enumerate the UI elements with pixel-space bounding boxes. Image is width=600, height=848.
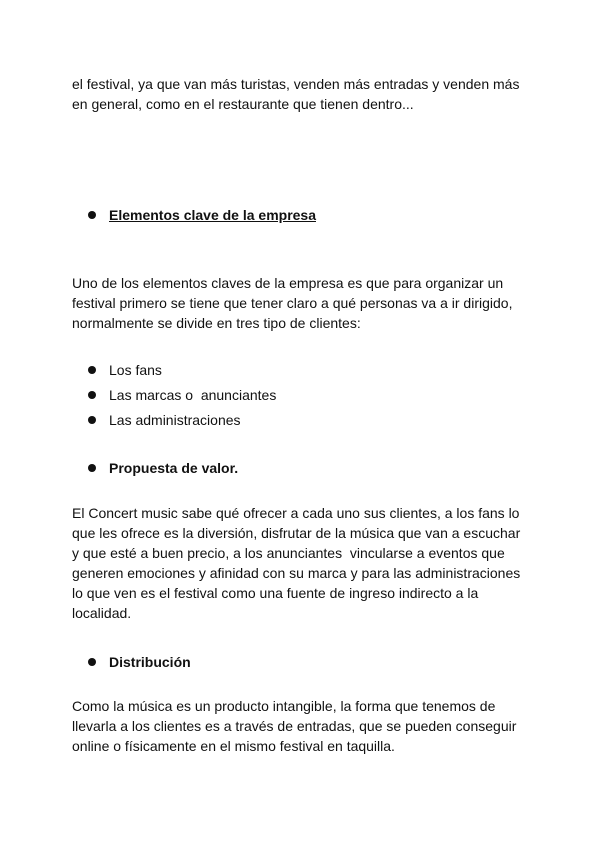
text-line: en general, como en el restaurante que tienen dentro...: [72, 96, 414, 112]
bullet-icon: [88, 211, 96, 219]
bullet-icon: [88, 464, 96, 472]
value-proposition-paragraph: [72, 503, 542, 623]
text-line: lo que ven es el festival como una fuente de ingreso indirecto a la: [72, 585, 479, 601]
bullet-icon: [88, 416, 96, 424]
text-line: el festival, ya que van más turistas, venden más entradas y venden más: [72, 76, 520, 92]
text-line: festival primero se tiene que tener claro a qué personas va a ir dirigido,: [72, 295, 513, 311]
text-line: El Concert music sabe qué ofrecer a cada uno sus clientes, a los fans lo: [72, 505, 520, 521]
text-line: Uno de los elementos claves de la empresa es que para organizar un: [72, 275, 504, 291]
text-line: que les ofrece es la diversión, disfrutar de la música que van a escuchar: [72, 525, 521, 541]
intro-paragraph: [72, 74, 542, 114]
text-line: online o físicamente en el mismo festival en taquilla.: [72, 738, 395, 754]
text-line: llevarla a los clientes es a través de entradas, que se pueden conseguir: [72, 718, 517, 734]
distribution-paragraph: [72, 696, 542, 756]
text-line: generen emociones y afinidad con su marca y para las administraciones: [72, 565, 521, 581]
bullet-icon: [88, 366, 96, 374]
bullet-icon: [88, 391, 96, 399]
text-line: y que esté a buen precio, a los anunciantes vincularse a eventos que: [72, 545, 505, 561]
text-line: Como la música es un producto intangible, la forma que tenemos de: [72, 698, 496, 714]
key-elements-paragraph: [72, 273, 542, 333]
list-item-text: Los fans: [109, 362, 162, 378]
list-item-text: Las marcas o anunciantes: [109, 387, 277, 403]
list-item-text: Las administraciones: [109, 412, 241, 428]
bullet-icon: [88, 658, 96, 666]
text-line: localidad.: [72, 605, 132, 621]
heading-text: Elementos clave de la empresa: [109, 207, 316, 223]
heading-text: Propuesta de valor.: [109, 460, 239, 476]
heading-text: Distribución: [109, 654, 191, 670]
text-line: normalmente se divide en tres tipo de clientes:: [72, 315, 361, 331]
